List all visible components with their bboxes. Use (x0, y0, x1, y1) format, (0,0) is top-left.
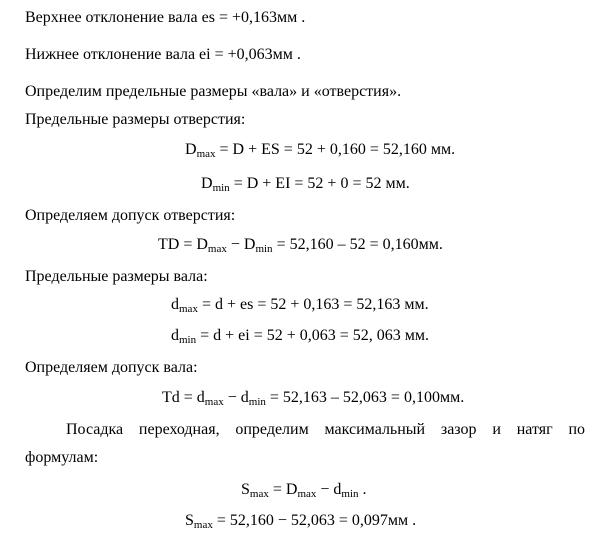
formula-smax-value: $S_{max} = 52,160 - 52,063 = 0,097мм$ . (185, 512, 417, 531)
text-line-lower-deviation: Нижнее отклонение вала ei = +0,063мм . (25, 46, 301, 63)
formula-shaft-tolerance: $Td = d_{max} - d_{min} = 52,163 - 52,063 = 0,100мм$. (162, 389, 465, 408)
text-line-upper-deviation: Верхнее отклонение вала es = +0,163мм . (25, 9, 306, 26)
text-line-hole-limits-heading: Предельные размеры отверстия: (25, 111, 246, 128)
formula-dmin-hole: $D_{min} = D$ + EI = 52 + 0 = 52 мм. (201, 175, 410, 194)
formula-dmax-shaft: $d_{max} = d$ + es = 52 + 0,163 = 52,163 мм. (171, 296, 429, 315)
text-line-shaft-limits-heading: Предельные размеры вала: (25, 268, 208, 285)
text-line-formulas-label: формулам: (25, 449, 99, 466)
formula-dmin-shaft: $d_{min} = d$ + ei = 52 + 0,063 = 52, 063 мм. (171, 327, 430, 346)
text-line-hole-tolerance-heading: Определяем допуск отверстия: (25, 207, 236, 224)
text-line-shaft-tolerance-heading: Определяем допуск вала: (25, 359, 198, 376)
text-line-limit-sizes-intro: Определим предельные размеры «вала» и «отверстия». (25, 83, 402, 100)
formula-hole-tolerance: TD = $D_{max} - D_{min} = 52,160 - 52 = 0,160мм$. (158, 236, 443, 255)
text-line-fit-type: Посадка переходная, определим максимальный зазор и натяг по (66, 421, 585, 438)
formula-smax-general: $S_{max} = D_{max} - d_{min}$ . (241, 481, 367, 500)
formula-dmax-hole: $D_{max} = D$ + ES = 52 + 0,160 = 52,160 мм. (185, 141, 456, 160)
